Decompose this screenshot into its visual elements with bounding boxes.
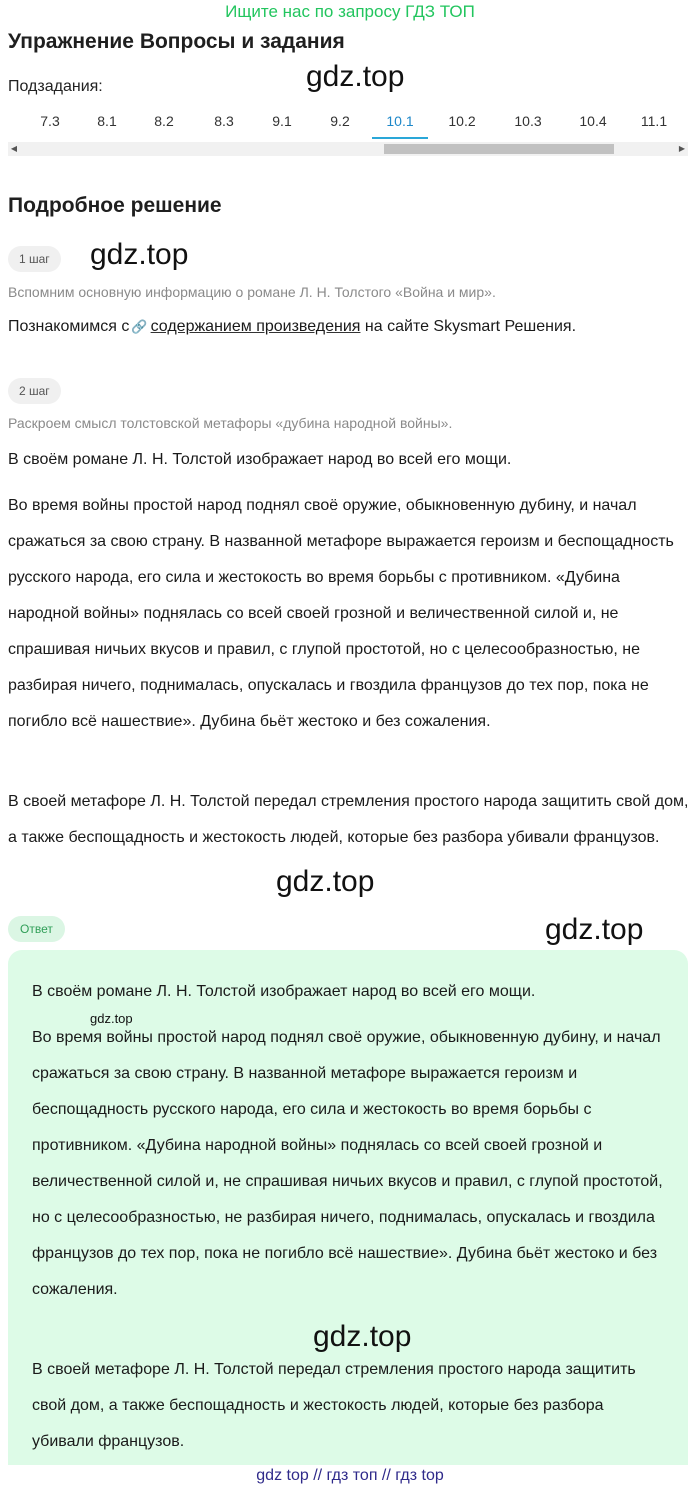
scroll-right-arrow-icon[interactable]: ▶ bbox=[678, 144, 686, 153]
watermark: gdz.top bbox=[276, 865, 375, 898]
watermark: gdz.top bbox=[90, 1011, 133, 1026]
subtask-tab[interactable]: 11.1 bbox=[640, 113, 668, 129]
watermark: gdz.top bbox=[90, 238, 189, 271]
subtask-tab[interactable]: 9.2 bbox=[330, 113, 350, 129]
subtask-tab[interactable]: 8.3 bbox=[214, 113, 234, 129]
watermark: gdz.top bbox=[306, 60, 405, 93]
scroll-thumb[interactable] bbox=[384, 144, 614, 154]
step-hint: Раскроем смысл толстовской метафоры «дубина народной войны». bbox=[8, 415, 453, 431]
top-banner: Ищите нас по запросу ГДЗ ТОП bbox=[225, 2, 475, 21]
subtask-tab[interactable]: 8.2 bbox=[154, 113, 174, 129]
subtask-tab[interactable]: 10.2 bbox=[448, 113, 476, 129]
subtask-tab[interactable]: 7.3 bbox=[40, 113, 60, 129]
subtask-tabs bbox=[20, 108, 700, 140]
subtask-tab[interactable]: 9.1 bbox=[272, 113, 292, 129]
subtask-tab[interactable]: 10.3 bbox=[514, 113, 542, 129]
answer-paragraph-1: В своём романе Л. Н. Толстой изображает народ во всей его мощи. bbox=[32, 983, 536, 1000]
answer-paragraph-3: В своей метафоре Л. Н. Толстой передал стремления простого народа защитить свой дом, а также беспощадность и жестокость людей, которые без разбора убивали французов. bbox=[32, 1361, 636, 1450]
watermark: gdz.top bbox=[313, 1320, 412, 1353]
exercise-title: Упражнение Вопросы и задания bbox=[8, 30, 345, 53]
step-badge: 2 шаг bbox=[8, 378, 61, 404]
step-badge: 1 шаг bbox=[8, 246, 61, 272]
subtask-tab[interactable]: 10.4 bbox=[579, 113, 607, 129]
footer: gdz top // гдз топ // гдз top bbox=[256, 1467, 444, 1484]
section-title: Подробное решение bbox=[8, 194, 222, 217]
answer-paragraph-2: Во время войны простой народ поднял своё оружие, обыкновенную дубину, и начал сражаться за свою страну. В названной метафоре выражается героизм и беспощадность русского народа, его сила и жестокость во время борьбы с противником. «Дубина народной войны» поднялась со всей своей грозной и величественной силой и, не спрашивая ничьих вкусов и правил, с глупой простотой, но с целесообразностью, не разбирая ничего, поднималась, опускалась и гвоздила французов до тех пор, пока не погибло всё нашествие». Дубина бьёт жестоко и без сожаления. bbox=[32, 1029, 663, 1298]
answer-badge: Ответ bbox=[8, 916, 65, 942]
subtasks-label: Подзадания: bbox=[8, 78, 103, 95]
step2-paragraph-3: В своей метафоре Л. Н. Толстой передал стремления простого народа защитить свой дом, а также беспощадность и жестокость людей, которые без разбора убивали французов. bbox=[8, 793, 689, 846]
step1-text-before: Познакомимся с bbox=[8, 318, 130, 335]
step2-paragraph-2: Во время войны простой народ поднял своё оружие, обыкновенную дубину, и начал сражаться за свою страну. В названной метафоре выражается героизм и беспощадность русского народа, его сила и жестокость во время борьбы с противником. «Дубина народной войны» поднялась со всей своей грозной и величественной силой и, не спрашивая ничьих вкусов и правил, с глупой простотой, но с целесообразностью, не разбирая ничего, поднималась, опускалась и гвоздила французов до тех пор, пока не погибло всё нашествие». Дубина бьёт жестоко и без сожаления. bbox=[8, 497, 674, 730]
content-link[interactable]: содержанием произведения bbox=[150, 318, 361, 335]
tabs-scrollbar[interactable] bbox=[8, 142, 688, 156]
watermark: gdz.top bbox=[545, 913, 644, 946]
step2-paragraph-1: В своём романе Л. Н. Толстой изображает народ во всей его мощи. bbox=[8, 451, 512, 468]
step-hint: Вспомним основную информацию о романе Л. Н. Толстого «Война и мир». bbox=[8, 284, 496, 300]
step1-text bbox=[8, 318, 576, 336]
scroll-left-arrow-icon[interactable]: ◀ bbox=[10, 144, 18, 153]
link-icon: 🔗 bbox=[131, 319, 148, 334]
subtask-tab-active[interactable]: 10.1 bbox=[374, 108, 426, 140]
step1-text-after: на сайте Skysmart Решения. bbox=[364, 318, 577, 335]
subtask-tab[interactable]: 8.1 bbox=[97, 113, 117, 129]
